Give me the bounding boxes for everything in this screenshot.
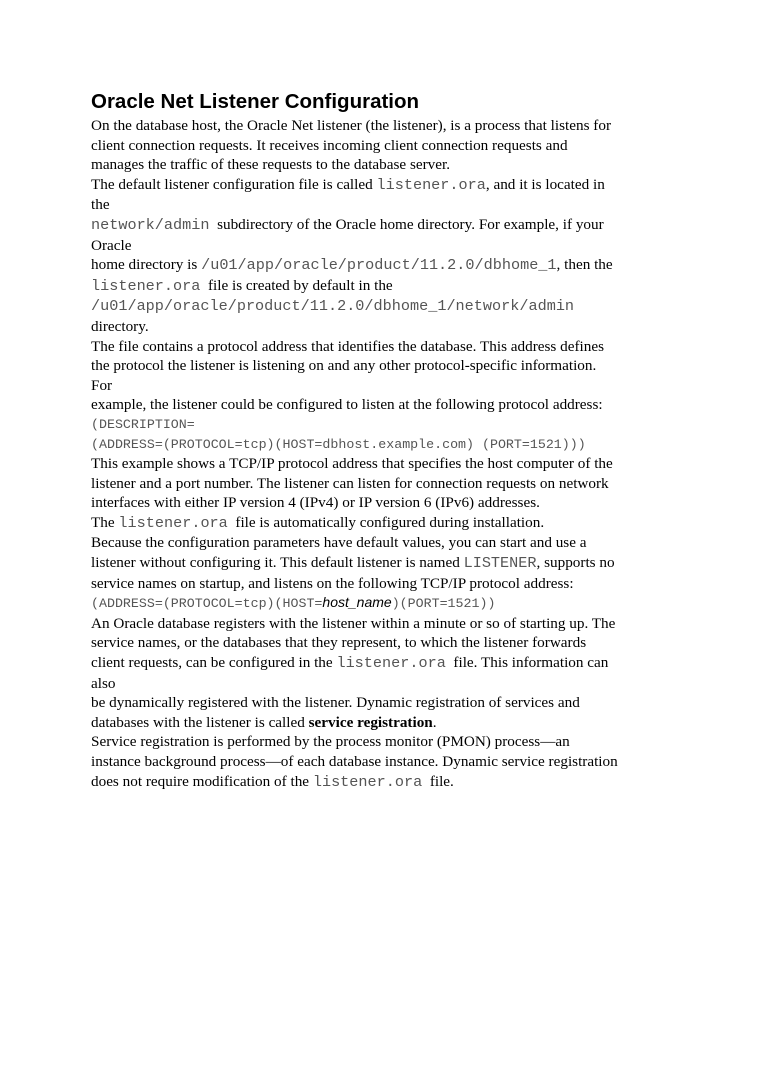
text-line: On the database host, the Oracle Net listener (the listener), is a process that listens for xyxy=(91,117,612,134)
text-line: the protocol the listener is listening on and any other protocol-specific information. xyxy=(91,357,597,375)
text-line: interfaces with either IP version 4 (IPv4) or IP version 6 (IPv6) addresses. xyxy=(91,494,540,512)
inline-code: listener.ora xyxy=(312,772,423,791)
text-line: This example shows a TCP/IP protocol address that specifies the host computer of the xyxy=(91,455,613,473)
text-line: The file contains a protocol address that identifies the database. This address defines xyxy=(91,337,604,355)
inline-code: LISTENER xyxy=(463,554,537,573)
text-line: listener without configuring it. This default listener is named LISTENER, supports no xyxy=(91,554,615,573)
text-line: Service registration is performed by the process monitor (PMON) process—an xyxy=(91,733,570,751)
text-line: home directory is /u01/app/oracle/product/11.2.0/dbhome_1, then the xyxy=(91,256,613,275)
inline-code: network/admin xyxy=(91,215,210,234)
inline-code: /u01/app/oracle/product/11.2.0/dbhome_1 xyxy=(201,256,557,275)
text-line xyxy=(91,296,671,317)
inline-code: /u01/app/oracle/product/11.2.0/dbhome_1/network/admin xyxy=(91,297,575,316)
text-line: client requests, can be configured in the listener.ora file. This information can xyxy=(91,654,609,673)
inline-code: listener.ora xyxy=(336,654,446,673)
inline-code: listener.ora xyxy=(91,276,201,295)
text-line: listener.ora file is created by default in the xyxy=(91,276,393,295)
text-line: client connection requests. It receives incoming client connection requests and xyxy=(91,136,568,154)
code-placeholder: host_name xyxy=(322,594,392,611)
inline-code: listener.ora xyxy=(118,513,228,532)
code-line: (DESCRIPTION= xyxy=(91,416,195,432)
text-line: The listener.ora file is automatically configured during installation. xyxy=(91,513,545,532)
inline-code: listener.ora xyxy=(376,175,486,194)
text-line: Because the configuration parameters have default values, you can start and use a xyxy=(91,534,587,552)
text-line: For xyxy=(91,376,113,394)
text-line: The default listener configuration file is called listener.ora, and it is located in xyxy=(91,175,605,194)
text-line: be dynamically registered with the listener. Dynamic registration of services and xyxy=(91,694,580,712)
text-line: service names, or the databases that they represent, to which the listener forwards xyxy=(91,634,587,652)
text-line: does not require modification of the listener.ora file. xyxy=(91,772,454,791)
text-line: example, the listener could be configured to listen at the following protocol address: xyxy=(91,396,603,414)
code-line: (ADDRESS=(PROTOCOL=tcp)(HOST=host_name)(PORT=1521)) xyxy=(91,594,496,612)
code-line: (ADDRESS=(PROTOCOL=tcp)(HOST=dbhost.example.com) (PORT=1521))) xyxy=(91,436,586,452)
text-line: service names on startup, and listens on the following TCP/IP protocol address: xyxy=(91,574,574,592)
text-line: also xyxy=(91,674,116,692)
document-page xyxy=(91,90,671,792)
text-line: instance background process—of each database instance. Dynamic service registration xyxy=(91,753,618,770)
bold-term: service registration xyxy=(308,713,433,731)
text-line: directory. xyxy=(91,317,149,335)
text-line: An Oracle database registers with the listener within a minute or so of starting up. The xyxy=(91,614,616,632)
page-title: Oracle Net Listener Configuration xyxy=(91,90,420,113)
text-line: the xyxy=(91,196,110,214)
text-line: Oracle xyxy=(91,236,132,254)
text-line: network/admin subdirectory of the Oracle home directory. For example, if your xyxy=(91,215,604,234)
text-line: listener and a port number. The listener can listen for connection requests on network xyxy=(91,474,609,492)
text-line: manages the traffic of these requests to the database server. xyxy=(91,156,451,174)
text-line: databases with the listener is called service registration. xyxy=(91,713,437,731)
